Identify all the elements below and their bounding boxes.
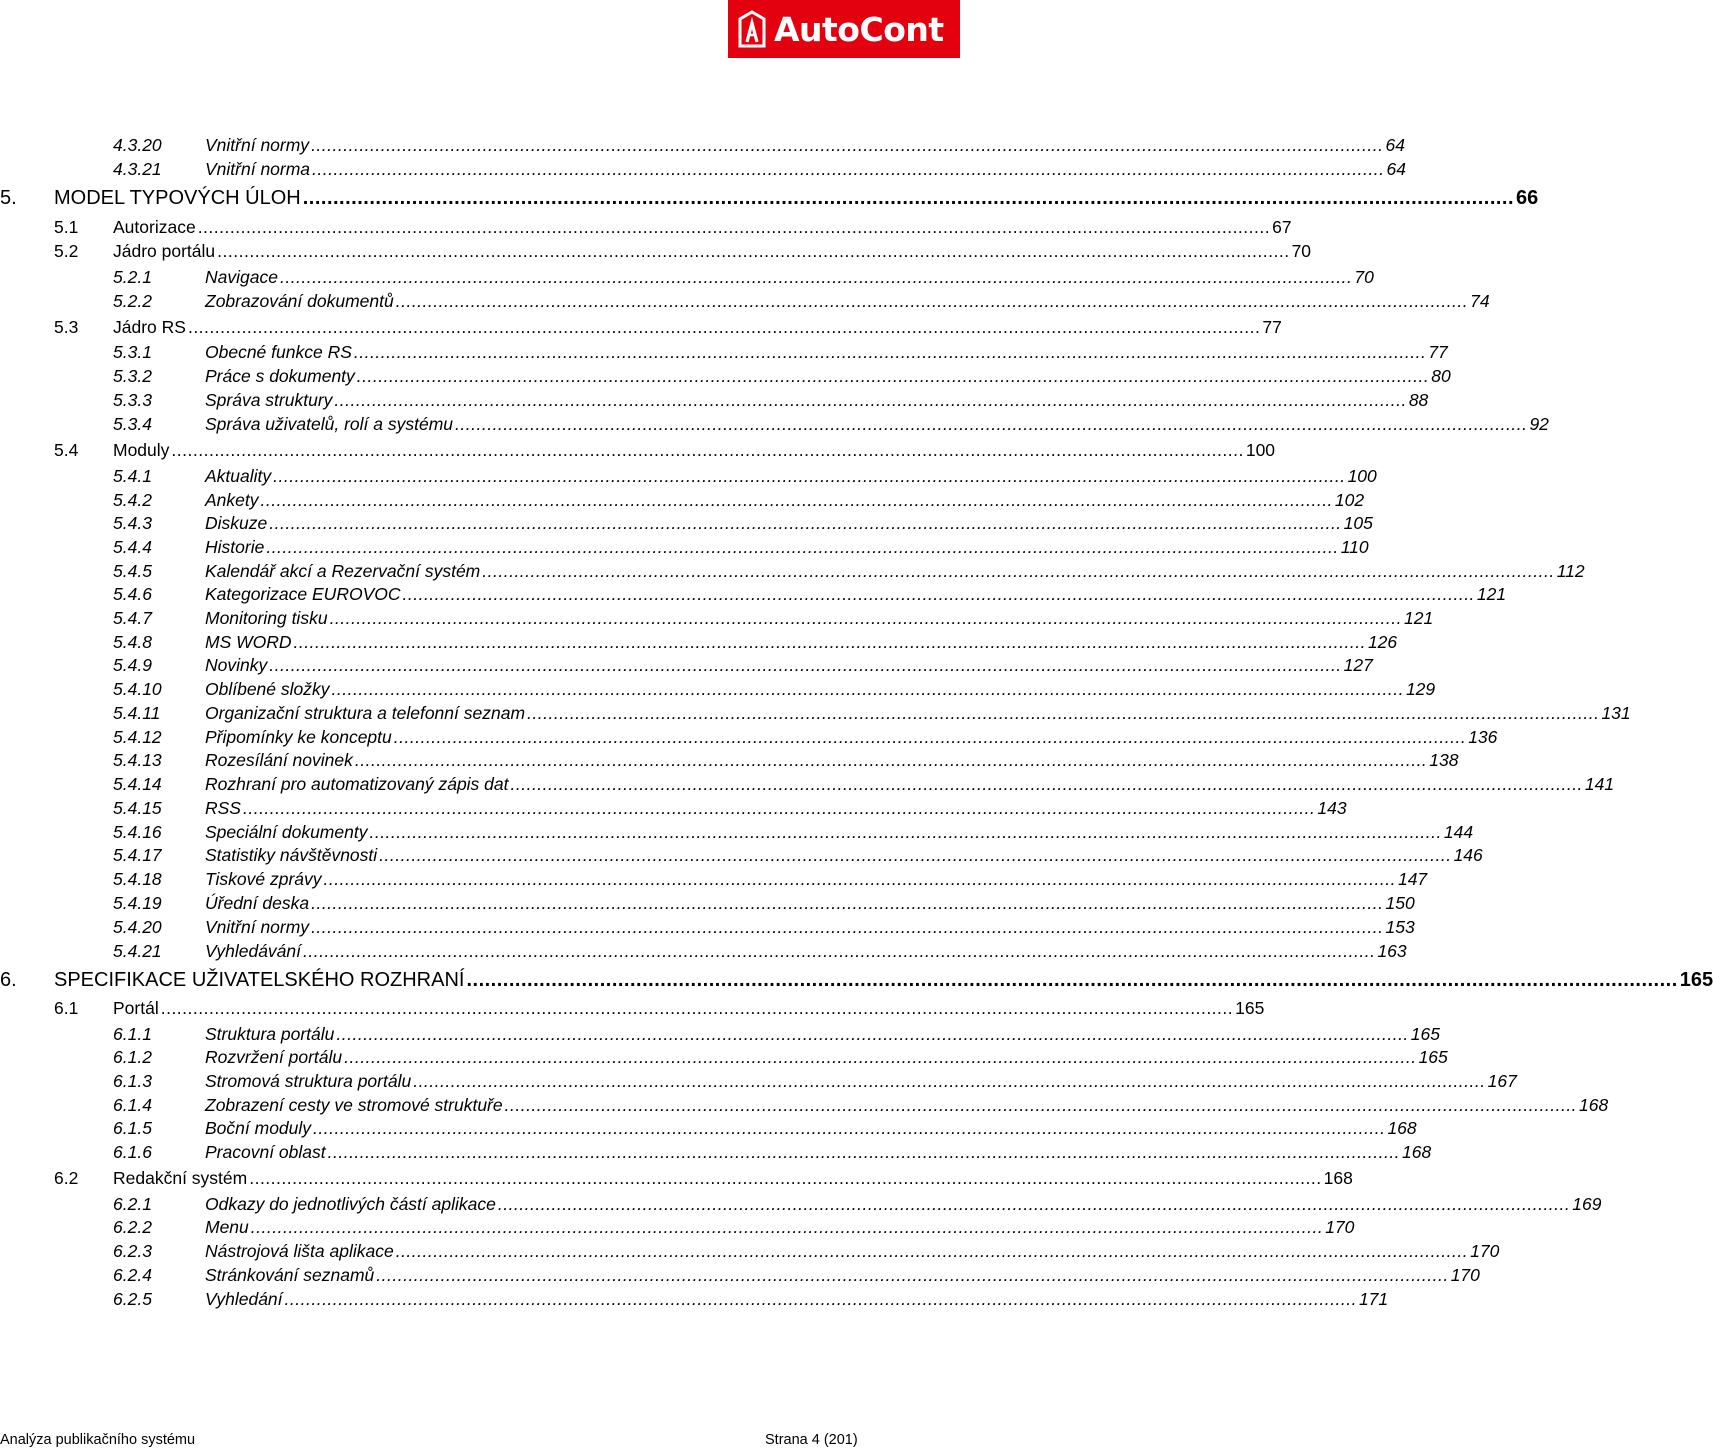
toc-entry-title: Stránkování seznamů — [205, 1265, 375, 1285]
toc-entry-page: 163 — [1377, 941, 1407, 961]
toc-entry-page: 80 — [1431, 366, 1451, 386]
toc-entry-number: 5.4.17 — [113, 845, 162, 865]
toc-entry-title: Vnitřní normy — [205, 917, 310, 937]
toc-entry-title: Obecné funkce RS — [205, 342, 352, 362]
toc-entry-title: Vnitřní norma — [205, 159, 311, 179]
toc-entry-page: 153 — [1385, 917, 1415, 937]
toc-dot-leader: ........................................................................................................................................................................................................ — [356, 366, 1430, 386]
toc-entry-page: 168 — [1579, 1095, 1609, 1115]
toc-entry-number: 5.4.18 — [113, 869, 162, 889]
toc-entry-page: 150 — [1385, 893, 1415, 913]
toc-entry-number: 5.4.2 — [113, 490, 152, 510]
toc-entry-number: 5.4.13 — [113, 750, 162, 770]
toc-entry-title: Rozhraní pro automatizovaný zápis dat — [205, 774, 509, 794]
toc-dot-leader: ........................................................................................................................................................................................................ — [402, 584, 1475, 604]
toc-entry-page: 127 — [1343, 655, 1373, 675]
autocont-logo-text: AutoCont — [774, 9, 944, 49]
toc-entry-title: Vyhledávání — [205, 941, 302, 961]
toc-entry-page: 167 — [1487, 1071, 1517, 1091]
toc-dot-leader: ........................................................................................................................................................................................................ — [250, 1217, 1324, 1237]
toc-entry-page: 170 — [1325, 1217, 1355, 1237]
toc-entry-number: 6.2.1 — [113, 1194, 152, 1214]
toc-entry-title: Nástrojová lišta aplikace — [205, 1241, 394, 1261]
toc-entry-page: 102 — [1334, 490, 1365, 510]
toc-entry-page: 165 — [1410, 1024, 1440, 1044]
toc-entry-number: 5.4.1 — [113, 466, 152, 486]
toc-entry-number: 5.4.6 — [113, 584, 152, 604]
toc-entry-title: Navigace — [205, 267, 278, 287]
toc-dot-leader: ........................................................................................................................................................................................................ — [482, 561, 1555, 581]
toc-dot-leader: ........................................................................................................................................................................................................ — [527, 703, 1600, 723]
toc-entry-title: MODEL TYPOVÝCH ÚLOH — [54, 187, 301, 209]
toc-dot-leader: ........................................................................................................................................................................................................ — [353, 342, 1427, 362]
toc-entry-number: 6.1.5 — [113, 1118, 152, 1138]
toc-entry-title: Aktuality — [205, 466, 272, 486]
toc-dot-leader: ........................................................................................................................................................................................................ — [376, 1265, 1449, 1285]
toc-dot-leader: ........................................................................................................................................................................................................ — [395, 291, 1469, 311]
toc-entry-page: 144 — [1443, 822, 1474, 842]
toc-entry-page: 70 — [1291, 241, 1312, 261]
toc-entry-number: 5.4.7 — [113, 608, 152, 628]
toc-dot-leader: ........................................................................................................................................................................................................ — [260, 490, 1333, 510]
toc-dot-leader: ........................................................................................................................................................................................................ — [279, 267, 1353, 287]
toc-dot-leader: ........................................................................................................................................................................................................ — [329, 608, 1402, 628]
toc-entry-number: 5.4.11 — [113, 703, 161, 723]
toc-entry-number: 5.4.15 — [113, 798, 162, 818]
toc-entry-page: 100 — [1245, 440, 1276, 460]
toc-entry-page: 126 — [1367, 632, 1398, 652]
toc-entry-title: SPECIFIKACE UŽIVATELSKÉHO ROZHRANÍ — [54, 969, 465, 991]
toc-entry-number: 5.4.19 — [113, 893, 162, 913]
toc-entry-title: Jádro portálu — [113, 241, 216, 261]
toc-entry-number: 5.4.3 — [113, 513, 152, 533]
toc-entry-page: 100 — [1347, 466, 1377, 486]
toc-entry-title: Úřední deska — [205, 893, 310, 913]
toc-dot-leader: ........................................................................................................................................................................................................ — [266, 537, 1339, 557]
toc-dot-leader: ........................................................................................................................................................................................................ — [336, 1024, 1409, 1044]
toc-entry-title: Historie — [205, 537, 265, 557]
toc-entry-title: Připomínky ke konceptu — [205, 727, 392, 747]
toc-entry-title: Novinky — [205, 655, 268, 675]
toc-entry-number: 5.2.2 — [113, 291, 152, 311]
toc-dot-leader: ........................................................................................................................................................................................................ — [269, 513, 1342, 533]
toc-entry-number: 4.3.21 — [113, 159, 162, 179]
footer-page-number: Strana 4 (201) — [765, 1432, 858, 1448]
toc-dot-leader: ........................................................................................................................................................................................................ — [269, 655, 1342, 675]
toc-entry-number: 5.4.20 — [113, 917, 162, 937]
toc-entry-title: Práce s dokumenty — [205, 366, 355, 386]
toc-entry-page: 147 — [1397, 869, 1428, 889]
toc-dot-leader: ........................................................................................................................................................................................................ — [293, 632, 1366, 652]
toc-entry-title: Moduly — [113, 440, 170, 460]
toc-entry-page: 77 — [1428, 342, 1448, 362]
toc-entry-title: Odkazy do jednotlivých částí aplikace — [205, 1194, 496, 1214]
toc-entry-page: 92 — [1529, 414, 1549, 434]
toc-entry-page: 112 — [1556, 561, 1585, 581]
toc-entry-number: 6.1.6 — [113, 1142, 152, 1162]
toc-dot-leader: ........................................................................................................................................................................................................ — [302, 187, 1515, 209]
toc-entry-page: 105 — [1343, 513, 1373, 533]
toc-dot-leader: ........................................................................................................................................................................................................ — [327, 1142, 1401, 1162]
toc-entry-page: 165 — [1235, 998, 1265, 1018]
toc-entry-number: 5.4.9 — [113, 655, 152, 675]
toc-entry-number: 6.2 — [54, 1168, 79, 1188]
toc-entry-number: 5. — [0, 187, 17, 209]
toc-dot-leader: ........................................................................................................................................................................................................ — [334, 390, 1407, 410]
toc-dot-leader: ........................................................................................................................................................................................................ — [312, 159, 1385, 179]
toc-entry-number: 4.3.20 — [113, 135, 162, 155]
toc-entry-title: Správa uživatelů, rolí a systému — [205, 414, 454, 434]
toc-entry-title: Správa struktury — [205, 390, 333, 410]
toc-entry-number: 5.3.2 — [113, 366, 152, 386]
toc-entry-number: 6.2.3 — [113, 1241, 152, 1261]
toc-entry-title: Stromová struktura portálu — [205, 1071, 412, 1091]
toc-entry-title: Kalendář akcí a Rezervační systém — [205, 561, 481, 581]
toc-dot-leader: ........................................................................................................................................................................................................ — [510, 774, 1583, 794]
toc-entry-page: 138 — [1429, 750, 1459, 770]
toc-entry-number: 5.4.5 — [113, 561, 152, 581]
toc-entry-title: Statistiky návštěvnosti — [205, 845, 378, 865]
toc-entry-title: Menu — [205, 1217, 249, 1237]
toc-entry-title: Redakční systém — [113, 1168, 248, 1188]
toc-entry-page: 165 — [1679, 969, 1713, 991]
toc-entry-title: Rozvržení portálu — [205, 1047, 343, 1067]
toc-dot-leader: ........................................................................................................................................................................................................ — [379, 845, 1452, 865]
toc-entry-title: Zobrazování dokumentů — [205, 291, 394, 311]
toc-entry-number: 6.2.5 — [113, 1289, 152, 1309]
toc-entry-page: 169 — [1572, 1194, 1602, 1214]
toc-entry-number: 6.1.3 — [113, 1071, 152, 1091]
toc-entry-number: 5.4 — [54, 440, 79, 460]
toc-dot-leader: ........................................................................................................................................................................................................ — [323, 869, 1396, 889]
toc-entry-page: 170 — [1470, 1241, 1500, 1261]
toc-entry-number: 6.2.4 — [113, 1265, 152, 1285]
toc-entry-page: 143 — [1317, 798, 1347, 818]
toc-dot-leader: ........................................................................................................................................................................................................ — [303, 941, 1376, 961]
autocont-logo-icon — [738, 9, 766, 49]
toc-entry-page: 74 — [1470, 291, 1490, 311]
toc-entry-title: Kategorizace EUROVOC — [205, 584, 401, 604]
toc-dot-leader: ........................................................................................................................................................................................................ — [393, 727, 1467, 747]
toc-entry-number: 5.4.14 — [113, 774, 162, 794]
toc-entry-page: 121 — [1476, 584, 1507, 604]
toc-entry-title: Organizační struktura a telefonní seznam — [205, 703, 526, 723]
toc-entry-number: 5.3.4 — [113, 414, 152, 434]
toc-entry-page: 88 — [1408, 390, 1429, 410]
toc-dot-leader: ........................................................................................................................................................................................................ — [395, 1241, 1469, 1261]
toc-entry-page: 141 — [1584, 774, 1615, 794]
toc-entry-number: 5.3 — [54, 317, 79, 337]
toc-entry-number: 5.4.12 — [113, 727, 162, 747]
toc-entry-number: 5.4.8 — [113, 632, 152, 652]
toc-entry-title: Monitoring tisku — [205, 608, 328, 628]
toc-entry-page: 64 — [1386, 159, 1406, 179]
toc-entry-page: 66 — [1516, 187, 1539, 209]
toc-entry-number: 5.3.3 — [113, 390, 152, 410]
toc-entry-page: 77 — [1262, 317, 1282, 337]
toc-entry-page: 64 — [1385, 135, 1405, 155]
toc-entry-title: Rozesílání novinek — [205, 750, 353, 770]
toc-entry-number: 5.4.4 — [113, 537, 152, 557]
autocont-logo — [728, 0, 960, 58]
toc-entry-number: 5.2 — [54, 241, 79, 261]
toc-entry-page: 170 — [1450, 1265, 1480, 1285]
toc-entry-page: 70 — [1354, 267, 1374, 287]
toc-entry-number: 5.2.1 — [113, 267, 152, 287]
toc-entry-page: 110 — [1340, 537, 1369, 557]
toc-entry-title: MS WORD — [205, 632, 292, 652]
toc-dot-leader: ........................................................................................................................................................................................................ — [354, 750, 1428, 770]
toc-entry-number: 6.1 — [54, 998, 79, 1018]
toc-entry-page: 171 — [1358, 1289, 1389, 1309]
toc-dot-leader: ........................................................................................................................................................................................................ — [455, 414, 1528, 434]
toc-entry-page: 121 — [1403, 608, 1434, 628]
toc-entry-page: 129 — [1405, 679, 1436, 699]
toc-dot-leader: ........................................................................................................................................................................................................ — [311, 135, 1384, 155]
toc-dot-leader: ........................................................................................................................................................................................................ — [313, 1118, 1386, 1138]
toc-entry-page: 168 — [1402, 1142, 1432, 1162]
toc-dot-leader: ........................................................................................................................................................................................................ — [344, 1047, 1417, 1067]
toc-entry-number: 6.1.4 — [113, 1095, 152, 1115]
toc-dot-leader: ........................................................................................................................................................................................................ — [497, 1194, 1571, 1214]
toc-entry-page: 67 — [1272, 217, 1292, 237]
toc-entry-title: Portál — [113, 998, 159, 1018]
toc-entry-title: Zobrazení cesty ve stromové struktuře — [205, 1095, 503, 1115]
toc-entry-title: Ankety — [205, 490, 259, 510]
toc-dot-leader: ........................................................................................................................................................................................................ — [273, 466, 1346, 486]
toc-dot-leader: ........................................................................................................................................................................................................ — [197, 217, 1271, 237]
toc-entry-title: Oblíbené složky — [205, 679, 330, 699]
toc-dot-leader: ........................................................................................................................................................................................................ — [369, 822, 1442, 842]
toc-entry-title: Vyhledání — [205, 1289, 283, 1309]
toc-entry-title: Boční moduly — [205, 1118, 312, 1138]
toc-entry-page: 131 — [1601, 703, 1631, 723]
toc-dot-leader: ........................................................................................................................................................................................................ — [187, 317, 1261, 337]
footer-document-title: Analýza publikačního systému — [0, 1432, 196, 1448]
toc-entry-number: 6.1.1 — [113, 1024, 152, 1044]
toc-dot-leader: ........................................................................................................................................................................................................ — [311, 893, 1384, 913]
toc-entry-number: 6.2.2 — [113, 1217, 152, 1237]
toc-dot-leader: ........................................................................................................................................................................................................ — [217, 241, 1290, 261]
toc-dot-leader: ........................................................................................................................................................................................................ — [331, 679, 1404, 699]
toc-dot-leader: ........................................................................................................................................................................................................ — [466, 969, 1678, 991]
toc-entry-title: Pracovní oblast — [205, 1142, 326, 1162]
toc-entry-number: 6.1.2 — [113, 1047, 152, 1067]
toc-entry-number: 6. — [0, 969, 17, 991]
toc-entry-title: Struktura portálu — [205, 1024, 335, 1044]
toc-entry-title: Autorizace — [113, 217, 196, 237]
toc-dot-leader: ........................................................................................................................................................................................................ — [504, 1095, 1578, 1115]
toc-entry-number: 5.4.21 — [113, 941, 162, 961]
toc-dot-leader: ........................................................................................................................................................................................................ — [311, 917, 1384, 937]
toc-entry-title: Tiskové zprávy — [205, 869, 322, 889]
toc-entry-title: Diskuze — [205, 513, 268, 533]
toc-entry-title: RSS — [205, 798, 241, 818]
toc-entry-number: 5.3.1 — [113, 342, 152, 362]
toc-entry-title: Speciální dokumenty — [205, 822, 368, 842]
toc-entry-page: 136 — [1468, 727, 1498, 747]
toc-entry-page: 168 — [1323, 1168, 1353, 1188]
toc-dot-leader: ........................................................................................................................................................................................................ — [413, 1071, 1486, 1091]
toc-dot-leader: ........................................................................................................................................................................................................ — [242, 798, 1316, 818]
toc-dot-leader: ........................................................................................................................................................................................................ — [249, 1168, 1322, 1188]
toc-entry-title: Jádro RS — [113, 317, 186, 337]
toc-dot-leader: ........................................................................................................................................................................................................ — [284, 1289, 1357, 1309]
toc-entry-page: 146 — [1453, 845, 1483, 865]
toc-entry-page: 165 — [1418, 1047, 1448, 1067]
toc-entry-number: 5.4.16 — [113, 822, 162, 842]
toc-entry-number: 5.4.10 — [113, 679, 162, 699]
toc-dot-leader: ........................................................................................................................................................................................................ — [160, 998, 1234, 1018]
toc-entry-number: 5.1 — [54, 217, 79, 237]
toc-dot-leader: ........................................................................................................................................................................................................ — [171, 440, 1244, 460]
toc-entry-page: 168 — [1387, 1118, 1417, 1138]
toc-entry-title: Vnitřní normy — [205, 135, 310, 155]
